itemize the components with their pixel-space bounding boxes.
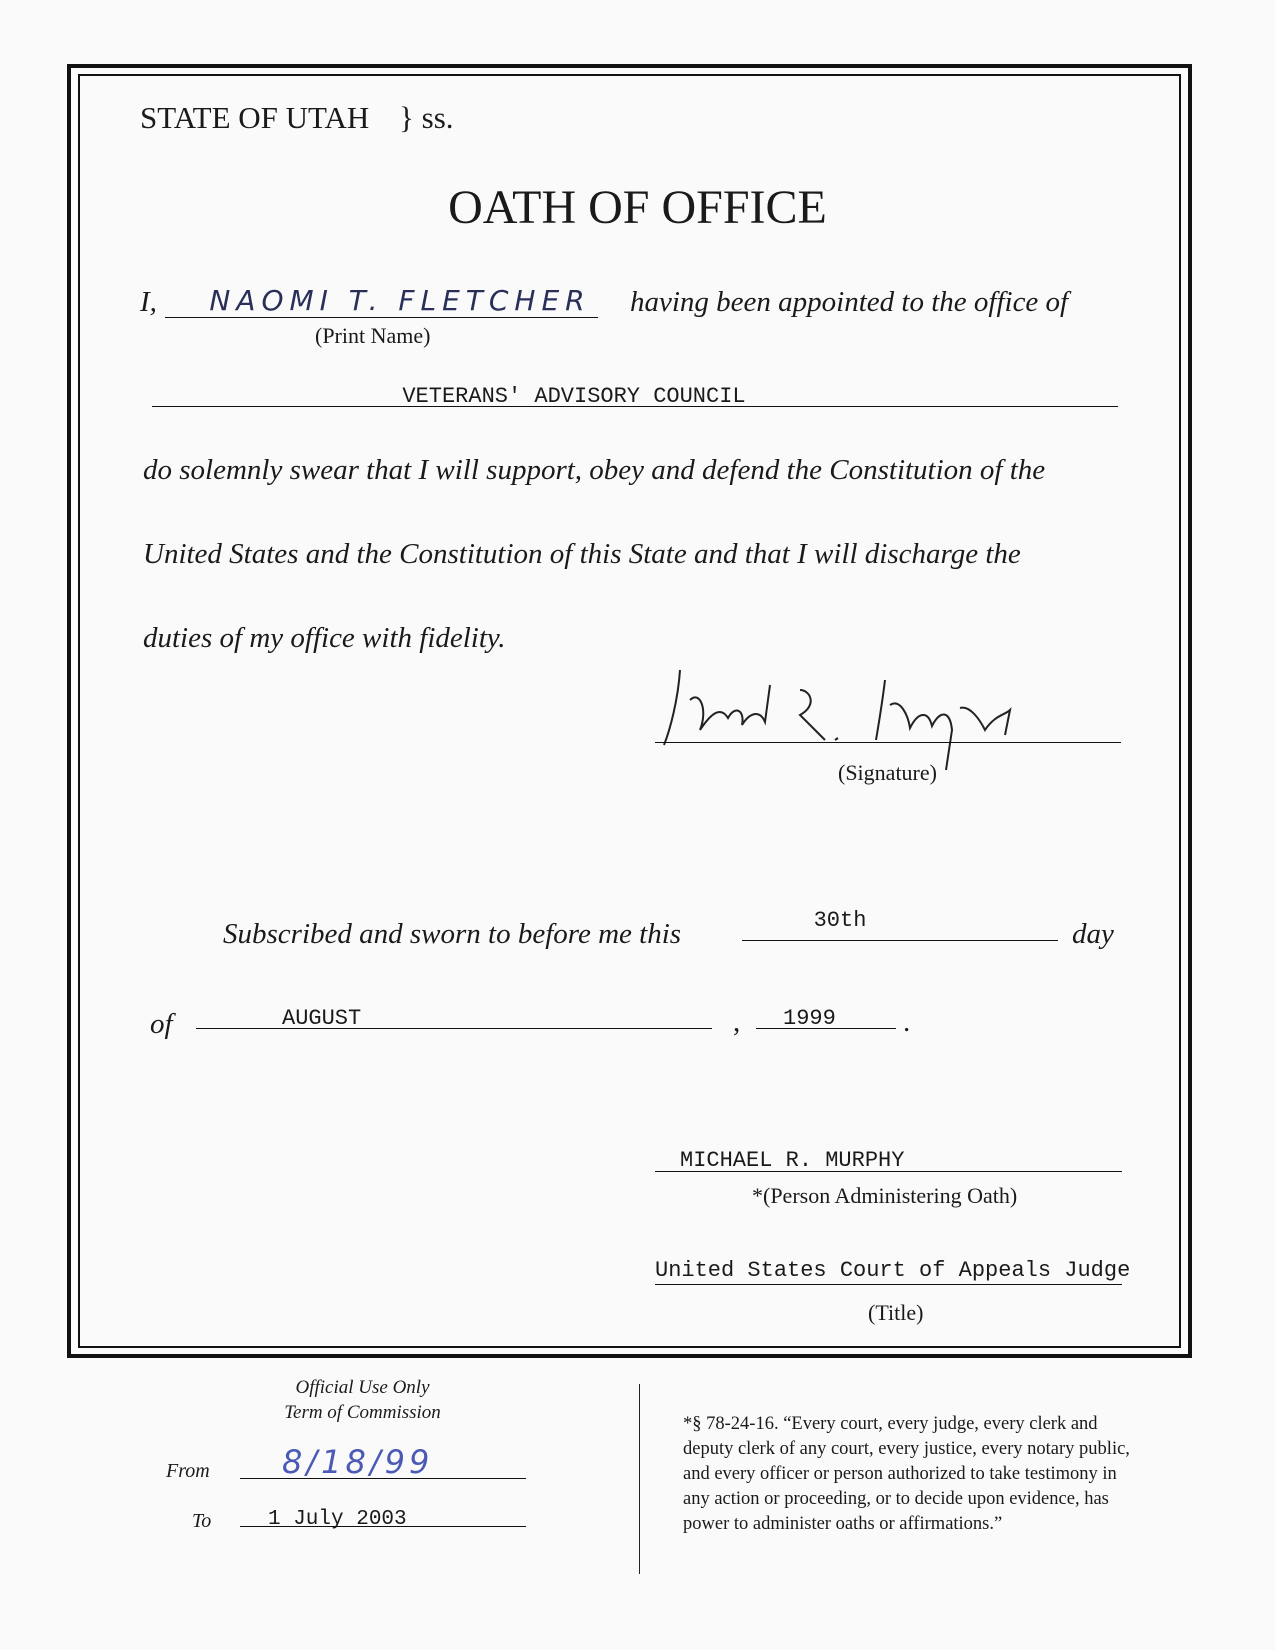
sworn-month-value: AUGUST: [282, 1006, 362, 1031]
statute-line-2: deputy clerk of any court, every justice, every notary public,: [683, 1439, 1130, 1459]
administrator-title-line: [655, 1284, 1122, 1285]
statute-line-5: power to administer oaths or affirmations.”: [683, 1514, 1003, 1534]
administrator-title-caption: (Title): [868, 1300, 924, 1325]
state-heading: [140, 100, 454, 136]
to-value: 1 July 2003: [268, 1508, 407, 1531]
sworn-day-label: day: [1072, 918, 1114, 950]
administrator-name-caption: *(Person Administering Oath): [752, 1183, 1018, 1208]
statute-line-3: and every officer or person authorized to take testimony in: [683, 1464, 1117, 1484]
ss-brace: } ss.: [399, 100, 454, 135]
print-name-line: [165, 317, 598, 318]
sworn-year-value: 1999: [783, 1006, 836, 1031]
statute-block: [683, 1412, 1130, 1537]
administrator-name-line: [655, 1171, 1122, 1172]
sworn-day-line: [742, 940, 1058, 941]
sworn-comma: ,: [733, 1006, 741, 1038]
office-value: VETERANS' ADVISORY COUNCIL: [402, 384, 746, 409]
intro-prefix: I,: [140, 286, 157, 318]
sworn-day-value: 30th: [813, 908, 867, 933]
footer-divider: [639, 1384, 640, 1574]
state-name: STATE OF UTAH: [140, 100, 370, 135]
from-label: From: [166, 1460, 210, 1482]
administrator-name-value: MICHAEL R. MURPHY: [680, 1148, 905, 1173]
oath-line-3: duties of my office with fidelity.: [143, 622, 506, 654]
sworn-month-line: [196, 1028, 712, 1029]
statute-line-4: any action or proceeding, or to decide upon evidence, has: [683, 1489, 1109, 1509]
sworn-prefix: Subscribed and sworn to before me this: [223, 918, 682, 950]
sworn-of-label: of: [150, 1008, 173, 1040]
statute-line-1: *§ 78-24-16. “Every court, every judge, every clerk and: [683, 1414, 1098, 1434]
sworn-year-line: [756, 1028, 896, 1029]
print-name-caption: (Print Name): [315, 323, 431, 348]
document-title: OATH OF OFFICE: [448, 181, 827, 234]
sworn-period: .: [903, 1006, 911, 1038]
signature-line: [655, 742, 1121, 743]
oath-line-1: do solemnly swear that I will support, obey and defend the Constitution of the: [143, 454, 1046, 486]
from-value: 8/18/99: [282, 1443, 434, 1481]
administrator-title-value: United States Court of Appeals Judge: [655, 1258, 1131, 1283]
oath-line-2: United States and the Constitution of this State and that I will discharge the: [143, 538, 1021, 570]
print-name-value: NAOMI T. FLETCHER: [209, 284, 591, 317]
from-line: [240, 1478, 526, 1479]
to-line: [240, 1526, 526, 1527]
term-of-commission-heading: Term of Commission: [284, 1402, 441, 1423]
signature-caption: (Signature): [838, 760, 937, 785]
official-use-heading: Official Use Only: [295, 1377, 430, 1398]
office-line: [152, 406, 1118, 407]
appointed-text: having been appointed to the office of: [630, 286, 1069, 318]
to-label: To: [192, 1510, 212, 1532]
